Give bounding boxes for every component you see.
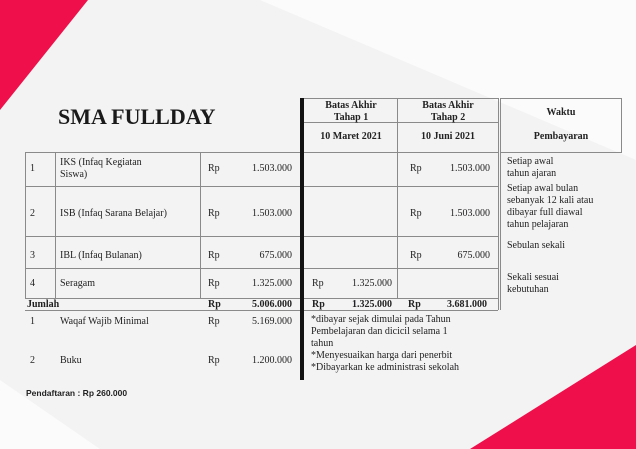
tahap1-header: Batas Akhir Tahap 1 [325,100,377,123]
pembayaran-header: Pembayaran [533,131,589,142]
top-left-triangle [0,0,88,110]
thick-divider [300,98,304,380]
page-title: SMA FULLDAY [58,104,216,129]
bottom-right-triangle [470,345,636,449]
notes: *dibayar sejak dimulai pada Tahun Pembelajaran dan dicicil selama 1 tahun *Menyesuaikan harga dari penerbit *Dibayarkan ke administrasi sekolah [311,314,460,373]
tahap2-header: Batas Akhir Tahap 2 [422,100,474,123]
waktu-header: Waktu [546,107,576,118]
tahap1-date: 10 Maret 2021 [320,131,382,142]
registration-fee: Pendaftaran : Rp 260.000 [26,388,128,398]
tahap2-date: 10 Juni 2021 [421,131,475,142]
